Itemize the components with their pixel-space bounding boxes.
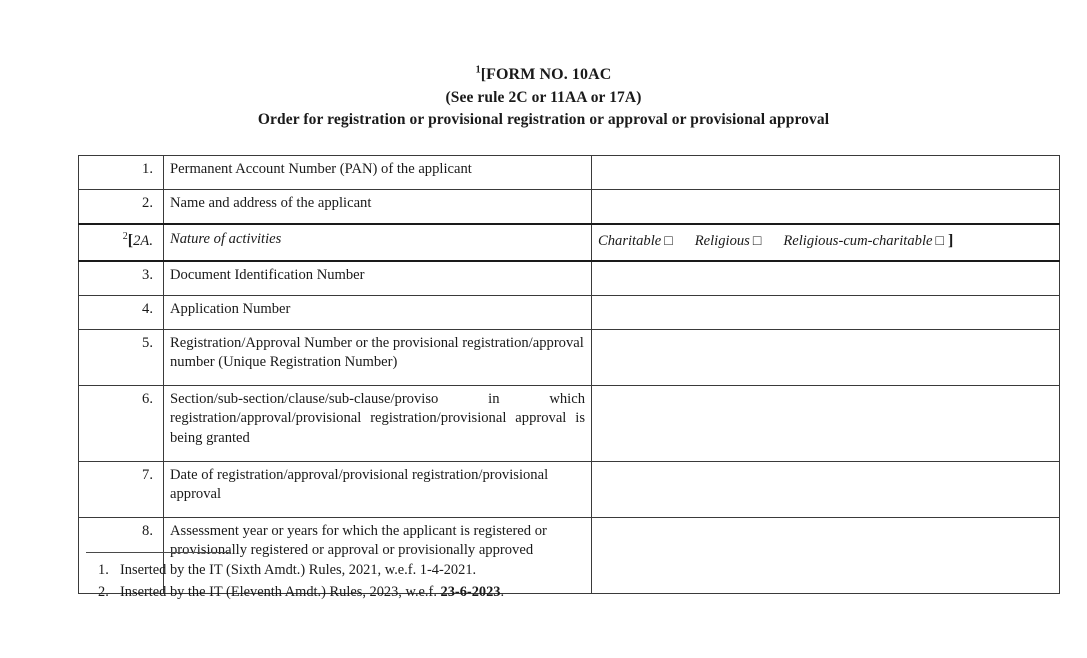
option-religious-cum-charitable-label: Religious-cum-charitable (783, 233, 933, 249)
checkbox-religious[interactable]: □ (752, 234, 762, 249)
row-label: Document Identification Number (164, 261, 592, 296)
footnote-number: 2. (98, 583, 109, 600)
footnotes-block (86, 552, 786, 603)
footnote-number: 1. (98, 562, 109, 578)
page-title (0, 64, 1087, 87)
option-religious-label: Religious (694, 233, 750, 249)
row-label: Permanent Account Number (PAN) of the applicant (164, 156, 592, 190)
title-bracket: [ (480, 66, 487, 83)
footnote-marker-1: 1 (475, 64, 481, 76)
table-row (79, 296, 1060, 330)
footnote-text-end: . (500, 583, 505, 600)
table-row (79, 261, 1060, 296)
form-fields-table (78, 155, 1060, 594)
row-label: Application Number (164, 296, 592, 330)
footnote-effective-date: 23-6-2023 (440, 583, 501, 600)
footnote-1 (86, 560, 786, 582)
row-number: 2. (79, 190, 164, 225)
row-value-field[interactable] (592, 330, 1060, 386)
footnote-text: Inserted by the IT (Eleventh Amdt.) Rules, 2023, w.e.f. (120, 583, 441, 600)
row-label: Name and address of the applicant (164, 190, 592, 225)
row-label: Nature of activities (164, 224, 592, 261)
title-text: FORM NO. 10AC (486, 66, 612, 83)
table-row (79, 330, 1060, 386)
open-bracket: [ (127, 232, 134, 249)
table-row-nature-of-activities (79, 224, 1060, 261)
footnote-text: Inserted by the IT (Sixth Amdt.) Rules, 2021, w.e.f. 1-4-2021. (120, 562, 477, 578)
row-value-field[interactable] (592, 462, 1060, 518)
row-number-text: 2A. (133, 233, 153, 249)
row-label: Registration/Approval Number or the provisional registration/approval number (Unique Registration Number) (164, 330, 592, 386)
option-charitable-label: Charitable (598, 233, 662, 249)
footnote-2 (86, 582, 786, 604)
row-value-field[interactable] (592, 156, 1060, 190)
close-bracket: ] (947, 232, 954, 249)
table-row (79, 156, 1060, 190)
checkbox-charitable[interactable]: □ (664, 234, 673, 249)
row-value-field (592, 224, 1060, 261)
title-subtitle-rule: (See rule 2C or 11AA or 17A) (445, 88, 642, 106)
title-subtitle-order: Order for registration or provisional registration or approval or provisional approval (257, 110, 830, 128)
row-label: Date of registration/approval/provisional registration/provisional approval (164, 462, 592, 518)
footnote-marker-2: 2 (122, 231, 128, 243)
row-number: 1. (79, 156, 164, 190)
row-label: Assessment year or years for which the applicant is registered or provisionally registered or approval or provisionally approved (164, 518, 592, 594)
row-number (79, 224, 164, 261)
row-number: 6. (79, 386, 164, 462)
table-row (79, 386, 1060, 462)
row-number: 4. (79, 296, 164, 330)
row-value-field[interactable] (592, 386, 1060, 462)
row-value-field[interactable] (592, 190, 1060, 225)
row-value-field[interactable] (592, 261, 1060, 296)
table-row (79, 462, 1060, 518)
table-row (79, 190, 1060, 225)
footnote-separator-rule (86, 552, 231, 553)
row-number: 7. (79, 462, 164, 518)
row-number: 5. (79, 330, 164, 386)
row-number: 8. (79, 518, 164, 594)
row-label: Section/sub-section/clause/sub-clause/proviso in which registration/approval/provisional registration/provisional approval is being granted (164, 386, 592, 462)
checkbox-religious-cum-charitable[interactable]: □ (935, 234, 944, 249)
row-number: 3. (79, 261, 164, 296)
nature-options-group (598, 233, 953, 249)
document-title-block (0, 64, 1087, 131)
row-value-field[interactable] (592, 296, 1060, 330)
